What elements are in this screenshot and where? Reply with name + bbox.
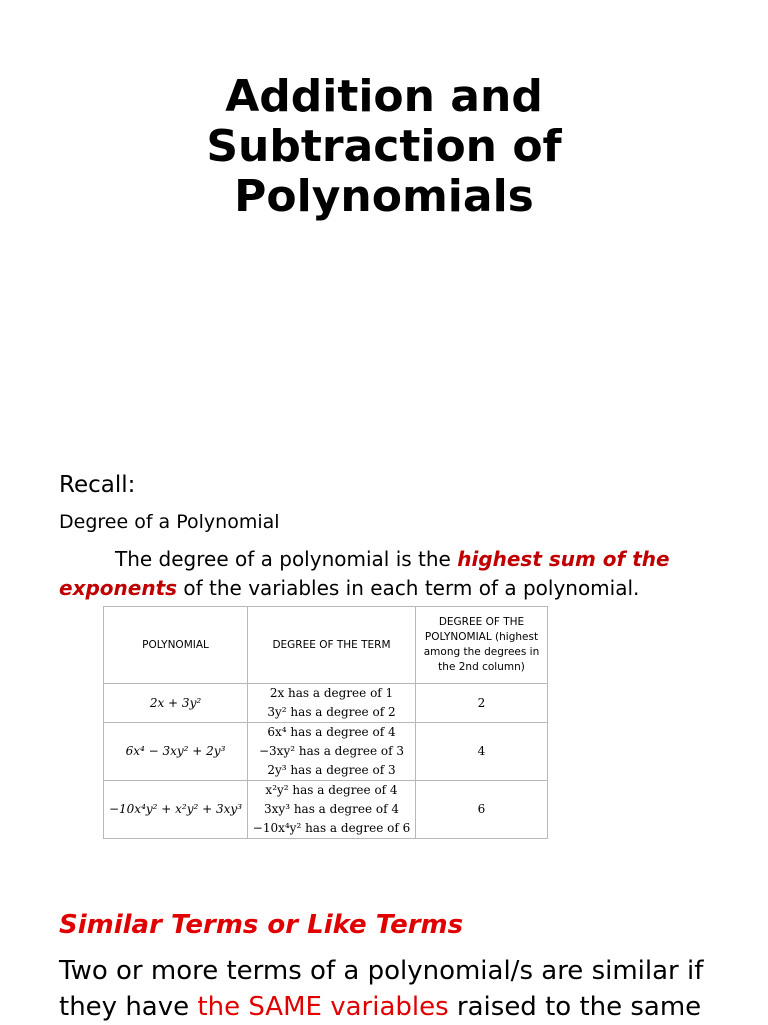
term-degree-cell xyxy=(248,723,416,781)
title-line-2: Subtraction of xyxy=(206,121,562,172)
title-line-3: Polynomials xyxy=(234,171,534,222)
similar-terms-paragraph xyxy=(59,953,759,1025)
degree-table xyxy=(103,606,548,839)
degree-cell: 2 xyxy=(416,684,548,723)
similar-text-after: raised to the same xyxy=(448,992,702,1022)
table-row xyxy=(104,684,548,723)
similar-terms-heading: Similar Terms or Like Terms xyxy=(59,910,464,940)
definition-paragraph xyxy=(59,545,749,603)
similar-text-before: Two or more terms of a polynomial/s are similar if they have xyxy=(59,956,704,1022)
term-degree-line: x²y² has a degree of 4 xyxy=(265,783,398,797)
term-degree-line: −10x⁴y² has a degree of 6 xyxy=(252,821,411,835)
degree-subheading: Degree of a Polynomial xyxy=(59,511,280,533)
definition-emphasis: highest sum of the exponents xyxy=(59,547,670,600)
term-degree-line: 3y² has a degree of 2 xyxy=(267,705,396,719)
term-degree-line: 3xy³ has a degree of 4 xyxy=(264,802,399,816)
header-polynomial: POLYNOMIAL xyxy=(104,607,248,684)
definition-after: of the variables in each term of a polynomial. xyxy=(177,576,640,600)
term-degree-cell xyxy=(248,684,416,723)
term-degree-cell xyxy=(248,781,416,839)
degree-cell: 4 xyxy=(416,723,548,781)
polynomial-cell: −10x⁴y² + x²y² + 3xy³ xyxy=(104,781,248,839)
polynomial-cell: 2x + 3y² xyxy=(104,684,248,723)
term-degree-line: 2x has a degree of 1 xyxy=(269,686,394,700)
table-header-row xyxy=(104,607,548,684)
header-polynomial-degree: DEGREE OF THE POLYNOMIAL (highest among the degrees in the 2nd column) xyxy=(416,607,548,684)
page-title xyxy=(0,72,768,222)
table-row xyxy=(104,723,548,781)
recall-label: Recall: xyxy=(59,472,136,498)
definition-before: The degree of a polynomial is the xyxy=(115,547,458,571)
term-degree-line: −3xy² has a degree of 3 xyxy=(258,744,405,758)
degree-cell: 6 xyxy=(416,781,548,839)
term-degree-line: 6x⁴ has a degree of 4 xyxy=(267,725,396,739)
header-term-degree: DEGREE OF THE TERM xyxy=(248,607,416,684)
title-line-1: Addition and xyxy=(225,71,543,122)
similar-text-highlight: the SAME variables xyxy=(197,992,449,1022)
table-row xyxy=(104,781,548,839)
polynomial-cell: 6x⁴ − 3xy² + 2y³ xyxy=(104,723,248,781)
term-degree-line: 2y³ has a degree of 3 xyxy=(267,763,396,777)
